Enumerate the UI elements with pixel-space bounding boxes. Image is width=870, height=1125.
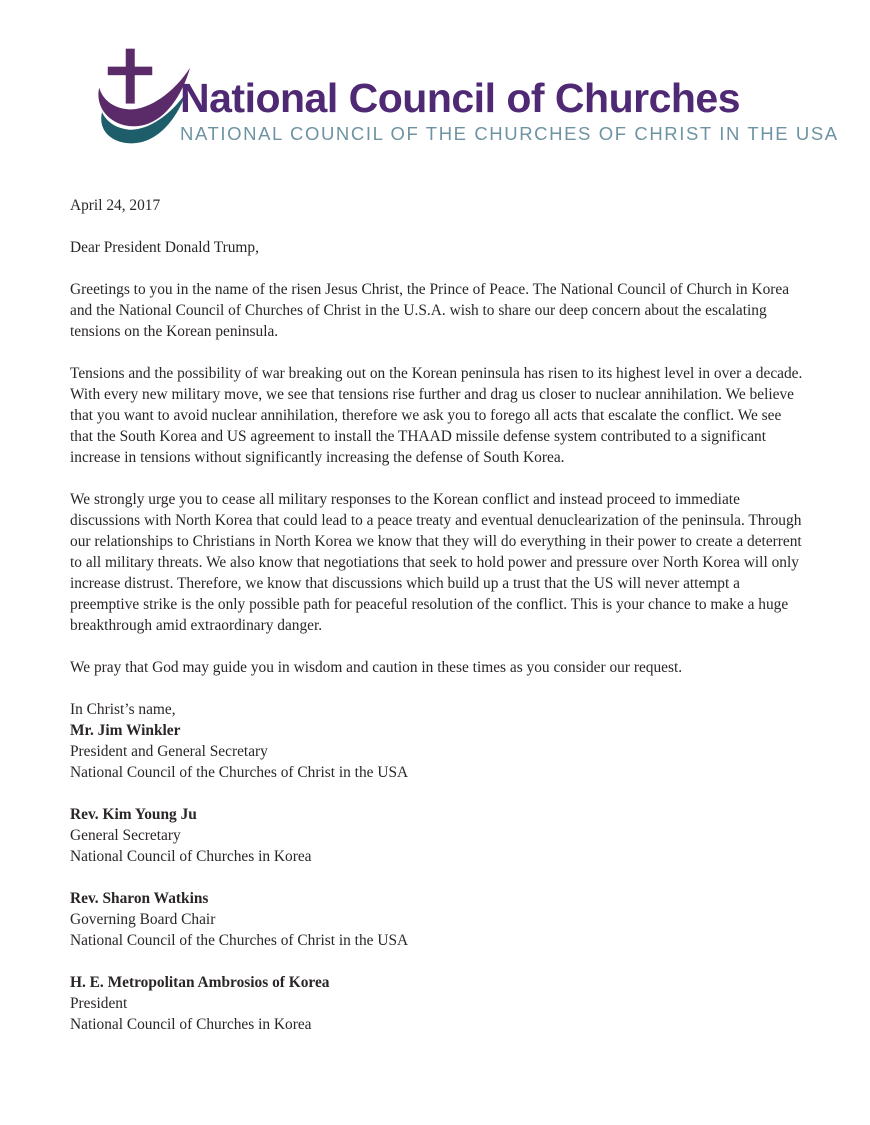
letter-salutation: Dear President Donald Trump, bbox=[70, 239, 259, 256]
logo-subtitle: NATIONAL COUNCIL OF THE CHURCHES OF CHRIST IN THE USA bbox=[180, 123, 839, 144]
signatory-block bbox=[70, 720, 806, 783]
signatory-title: President bbox=[70, 995, 128, 1012]
signatory-title: General Secretary bbox=[70, 827, 181, 844]
signatory-organization: National Council of Churches in Korea bbox=[70, 1016, 312, 1033]
letter-paragraph-3: We strongly urge you to cease all military responses to the Korean conflict and instead proceed to immediate discussions with North Korea that could lead to a peace treaty and eventual denuclearization of the peninsula. Through our relationships to Christians in North Korea we know that they will do everything in their power to create a deterrent to all military threats. We also know that negotiations that seek to hold power and pressure over North Korea will only increase distrust. Therefore, we know that discussions which build up a trust that the US will never attempt a preemptive strike is the only possible path for peaceful resolution of the conflict. This is your chance to make a huge breakthrough amid extraordinary danger. bbox=[70, 491, 802, 634]
signatory-title: President and General Secretary bbox=[70, 743, 268, 760]
cross-and-waves-icon bbox=[86, 45, 192, 147]
letter-paragraph-4: We pray that God may guide you in wisdom and caution in these times as you consider our request. bbox=[70, 659, 683, 676]
logo-wordmark bbox=[180, 74, 839, 147]
signatory-name: Mr. Jim Winkler bbox=[70, 722, 181, 739]
signatory-organization: National Council of the Churches of Christ in the USA bbox=[70, 932, 409, 949]
signatory-block bbox=[70, 972, 806, 1035]
letter-paragraph-1: Greetings to you in the name of the risen Jesus Christ, the Prince of Peace. The National Council of Church in Korea and the National Council of Churches of Christ in the U.S.A. wish to share our deep concern about the escalating tensions on the Korean peninsula. bbox=[70, 281, 790, 340]
signatory-title: Governing Board Chair bbox=[70, 911, 216, 928]
signatory-organization: National Council of the Churches of Christ in the USA bbox=[70, 764, 409, 781]
letter-closing: In Christ’s name, bbox=[70, 701, 176, 718]
signatory-name: H. E. Metropolitan Ambrosios of Korea bbox=[70, 974, 330, 991]
ncc-logo bbox=[86, 45, 870, 147]
signatory-name: Rev. Kim Young Ju bbox=[70, 806, 197, 823]
letter-date: April 24, 2017 bbox=[70, 197, 161, 214]
letter-body bbox=[70, 195, 806, 1035]
signatory-organization: National Council of Churches in Korea bbox=[70, 848, 312, 865]
signatory-name: Rev. Sharon Watkins bbox=[70, 890, 209, 907]
signatory-block bbox=[70, 888, 806, 951]
letter-paragraph-2: Tensions and the possibility of war breaking out on the Korean peninsula has risen to its highest level in over a decade. With every new military move, we see that tensions rise further and drag us closer to nuclear annihilation. We believe that you want to avoid nuclear annihilation, therefore we ask you to forego all acts that escalate the conflict. We see that the South Korea and US agreement to install the THAAD missile defense system contributed to a significant increase in tensions without significantly increasing the defense of South Korea. bbox=[70, 365, 803, 466]
signatory-block bbox=[70, 804, 806, 867]
logo-title: National Council of Churches bbox=[180, 74, 741, 121]
